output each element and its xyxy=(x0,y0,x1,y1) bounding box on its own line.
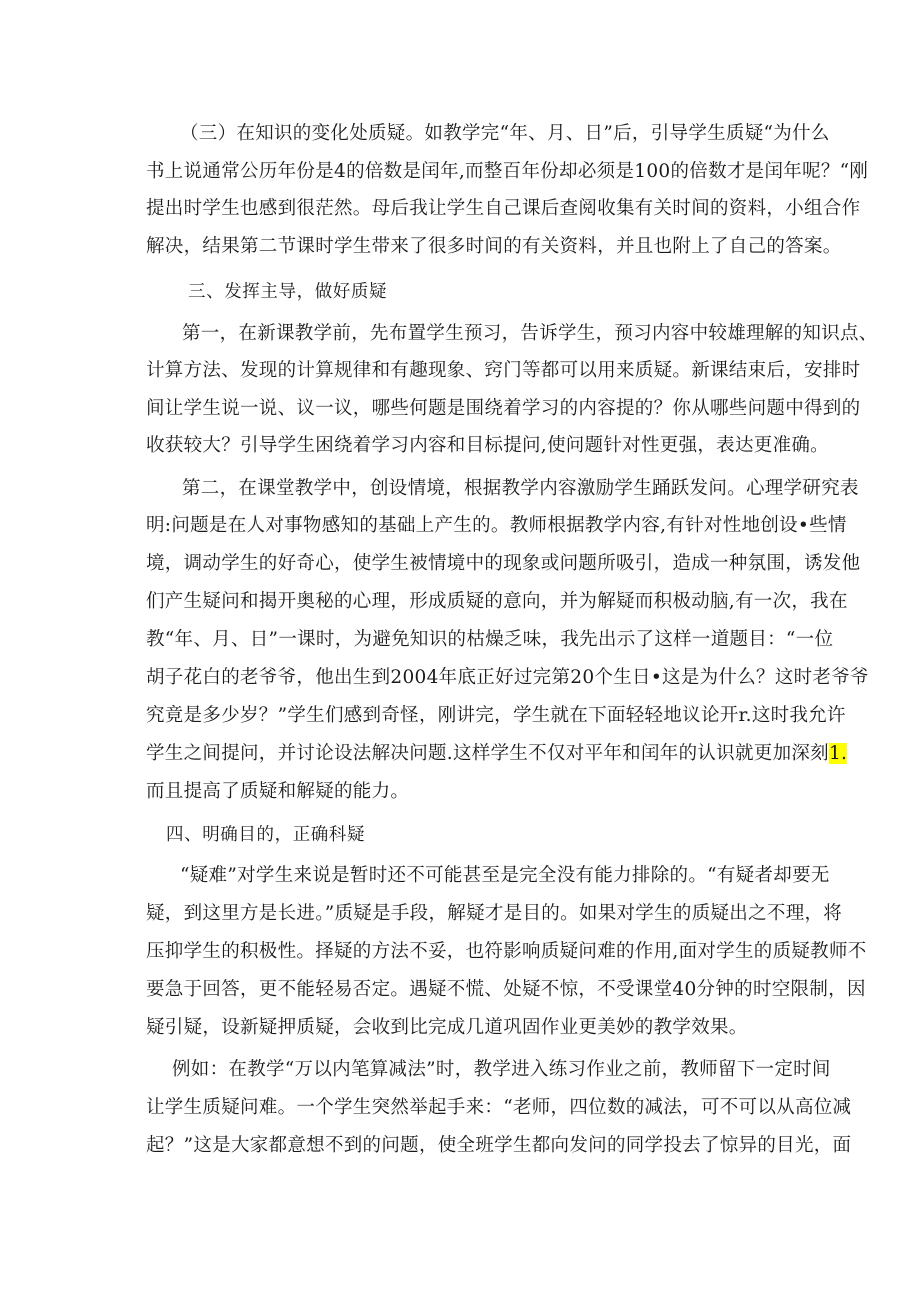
paragraph-line xyxy=(146,742,847,766)
paragraph-line: 例如：在教学“万以内笔算减法”时，教学进入练习作业之前，教师留下一定时间 xyxy=(172,1059,831,1080)
paragraph-line: 第二，在课堂教学中，创设情境，根据教学内容激励学生踊跃发问。心理学研究表 xyxy=(182,478,859,499)
paragraph-line: 让学生质疑问难。一个学生突然举起手来：“老师，四位数的减法，可不可以从高位减 xyxy=(146,1097,852,1118)
paragraph-line-text: 学生之间提问，并讨论设法解决问题.这样学生不仅对平年和闰年的认识就更加深刻 xyxy=(146,743,829,764)
paragraph-line: 要急于回答，更不能轻易否定。遇疑不慌、处疑不惊，不受课堂40分钟的时空限制，因 xyxy=(146,979,866,1000)
section-heading: 四、明确目的，正确科疑 xyxy=(166,825,366,845)
paragraph-line: 们产生疑问和揭开奥秘的心理，形成质疑的意向，并为解疑而积极动脑,有一次，我在 xyxy=(146,591,848,612)
paragraph-line: 而且提高了质疑和解疑的能力。 xyxy=(146,781,410,802)
section-heading: 三、发挥主导，做好质疑 xyxy=(188,282,388,302)
paragraph-line: 第一，在新课教学前，先布置学生预习，告诉学生，预习内容中较雄理解的知识点、 xyxy=(182,323,878,344)
paragraph-line: 教“年、月、日”一课时，为避免知识的枯燥乏味，我先出示了这样一道题目：“一位 xyxy=(146,629,834,650)
paragraph-line: 解决，结果第二节课时学生带来了很多时间的有关资料，并且也附上了自己的答案。 xyxy=(146,236,842,257)
paragraph-line: 压抑学生的积极性。择疑的方法不妥，也符影响质疑问难的作用,面对学生的质疑教师不 xyxy=(146,941,867,962)
paragraph-line: 间让学生说一说、议一议，哪些何题是围绕着学习的内容提的？你从哪些问题中得到的 xyxy=(146,398,861,419)
paragraph-line: “疑难”对学生来说是暂时还不可能甚至是完全没有能力排除的。“有疑者却要无 xyxy=(180,865,830,886)
paragraph-line: 疑引疑，设新疑押质疑，会收到比完成几道巩固作业更美妙的教学效果。 xyxy=(146,1017,748,1038)
paragraph-line: 胡子花白的老爷爷，他出生到2004年底正好过完第20个生日•这是为什么？这时老爷爷 xyxy=(146,667,869,688)
paragraph-line: 提出时学生也感到很茫然。母后我让学生自己课后查阅收集有关时间的资料，小组合作 xyxy=(146,198,861,219)
highlighted-text: 1. xyxy=(828,743,848,764)
paragraph-line: 书上说通常公历年份是4的倍数是闰年,而整百年份却必须是100的倍数才是闰年呢？“刚 xyxy=(146,161,869,182)
paragraph-line: 疑，到这里方是长进。”质疑是手段，解疑才是目的。如果对学生的质疑出之不理，将 xyxy=(146,903,843,924)
paragraph-line: 明:问题是在人对事物感知的基础上产生的。教师根据教学内容,有针对性地创设•些情 xyxy=(146,515,847,536)
paragraph-line: 计算方法、发现的计算规律和有趣现象、窍门等都可以用来质疑。新课结束后，安排时 xyxy=(146,360,861,381)
paragraph-line: 究竟是多少岁？”学生们感到奇怪，刚讲完，学生就在下面轻轻地议论开r.这时我允许 xyxy=(146,705,846,726)
paragraph-line: （三）在知识的变化处质疑。如教学完“年、月、日”后，引导学生质疑“为什么 xyxy=(180,123,830,144)
paragraph-line: 收获较大？引导学生困绕着学习内容和目标提问,使问题针对性更强，表达更准确。 xyxy=(146,435,829,456)
paragraph-line: 起？”这是大家都意想不到的问题，使全班学生都向发问的同学投去了惊异的目光，面 xyxy=(146,1135,852,1156)
paragraph-line: 境，调动学生的好奇心，使学生被情境中的现象或问题所吸引，造成一种氛围，诱发他 xyxy=(146,553,861,574)
